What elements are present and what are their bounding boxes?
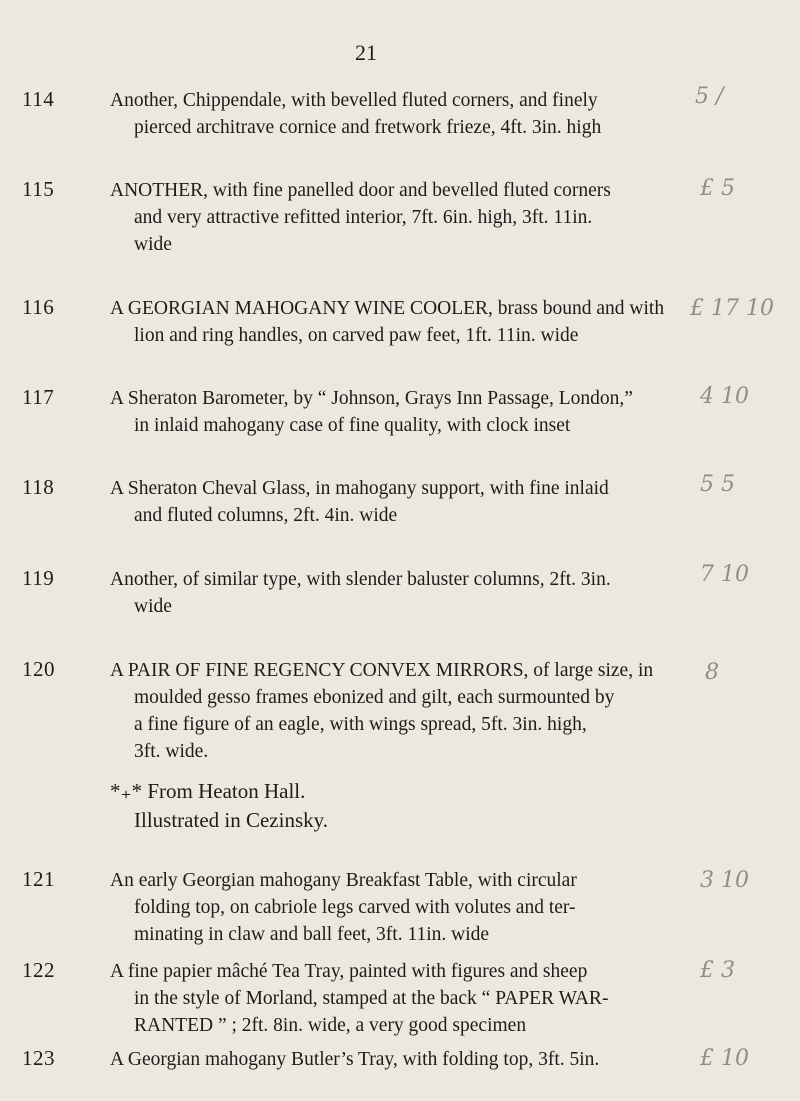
lot-number: 117 — [22, 385, 55, 409]
lot-description — [110, 566, 650, 620]
lot-number: 115 — [22, 177, 55, 201]
annotation-120: 8 — [705, 660, 719, 685]
lot-line: wide — [134, 234, 172, 255]
lot-line: 3ft. wide. — [134, 741, 209, 762]
annotation-115: £ 5 — [700, 176, 735, 201]
lot-number: 114 — [22, 87, 55, 111]
lot-description — [110, 958, 650, 1039]
lot-description — [110, 657, 654, 765]
lot-description — [110, 87, 650, 141]
lot-line: RANTED ” ; 2ft. 8in. wide, a very good specimen — [134, 1015, 527, 1036]
lot-description — [110, 867, 650, 948]
annotation-119: 7 10 — [700, 562, 749, 587]
annotation-123: £ 10 — [700, 1046, 749, 1071]
lot-line: Another, of similar type, with slender baluster columns, 2ft. 3in. — [110, 569, 611, 590]
annotation-116: £ 17 10 — [690, 296, 774, 321]
lot-description — [110, 177, 650, 258]
lot-line: minating in claw and ball feet, 3ft. 11in. wide — [134, 924, 490, 945]
lot-line: A PAIR OF FINE REGENCY CONVEX MIRRORS, of large size, in — [110, 660, 654, 681]
annotation-117: 4 10 — [700, 384, 749, 409]
lot-number: 118 — [22, 475, 55, 499]
lot-line: and fluted columns, 2ft. 4in. wide — [134, 505, 398, 526]
note-line: Illustrated in Cezinsky. — [134, 808, 329, 832]
lot-description — [110, 475, 650, 529]
lot-line: A fine papier mâché Tea Tray, painted with figures and sheep — [110, 961, 588, 982]
lot-number: 121 — [22, 867, 55, 891]
lot-line: pierced architrave cornice and fretwork frieze, 4ft. 3in. high — [134, 117, 602, 138]
lot-line: wide — [134, 596, 172, 617]
lot-line: ANOTHER, with fine panelled door and bevelled fluted corners — [110, 180, 611, 201]
lot-line: An early Georgian mahogany Breakfast Table, with circular — [110, 870, 577, 891]
lot-number: 119 — [22, 566, 55, 590]
lot-line: A Sheraton Cheval Glass, in mahogany support, with fine inlaid — [110, 478, 609, 499]
lot-line: a fine figure of an eagle, with wings spread, 5ft. 3in. high, — [134, 714, 587, 735]
lot-line: in inlaid mahogany case of fine quality, with clock inset — [134, 415, 571, 436]
lot-number: 116 — [22, 295, 55, 319]
lot-line: and very attractive refitted interior, 7ft. 6in. high, 3ft. 11in. — [134, 207, 593, 228]
note-line: *₊* From Heaton Hall. — [110, 779, 306, 803]
lot-line: A Georgian mahogany Butler’s Tray, with folding top, 3ft. 5in. — [110, 1049, 600, 1070]
page-number: 21 — [355, 40, 377, 65]
lot-line: A Sheraton Barometer, by “ Johnson, Grays Inn Passage, London,” — [110, 388, 633, 409]
lot-number: 120 — [22, 657, 55, 681]
lot-number: 123 — [22, 1046, 55, 1070]
annotation-114: 5 / — [695, 84, 724, 109]
annotation-121: 3 10 — [700, 868, 749, 893]
lot-description — [110, 295, 665, 349]
annotation-122: £ 3 — [700, 958, 735, 983]
lot-line: folding top, on cabriole legs carved with volutes and ter- — [134, 897, 576, 918]
note-text — [110, 777, 650, 835]
lot-description — [110, 1046, 650, 1073]
lot-description — [110, 385, 650, 439]
lot-line: A GEORGIAN MAHOGANY WINE COOLER, brass bound and with — [110, 298, 665, 319]
lot-number: 122 — [22, 958, 55, 982]
lot-line: lion and ring handles, on carved paw feet, 1ft. 11in. wide — [134, 325, 579, 346]
lot-line: Another, Chippendale, with bevelled fluted corners, and finely — [110, 90, 598, 111]
lot-line: in the style of Morland, stamped at the back “ PAPER WAR- — [134, 988, 609, 1009]
annotation-118: 5 5 — [700, 472, 735, 497]
lot-line: moulded gesso frames ebonized and gilt, each surmounted by — [134, 687, 615, 708]
